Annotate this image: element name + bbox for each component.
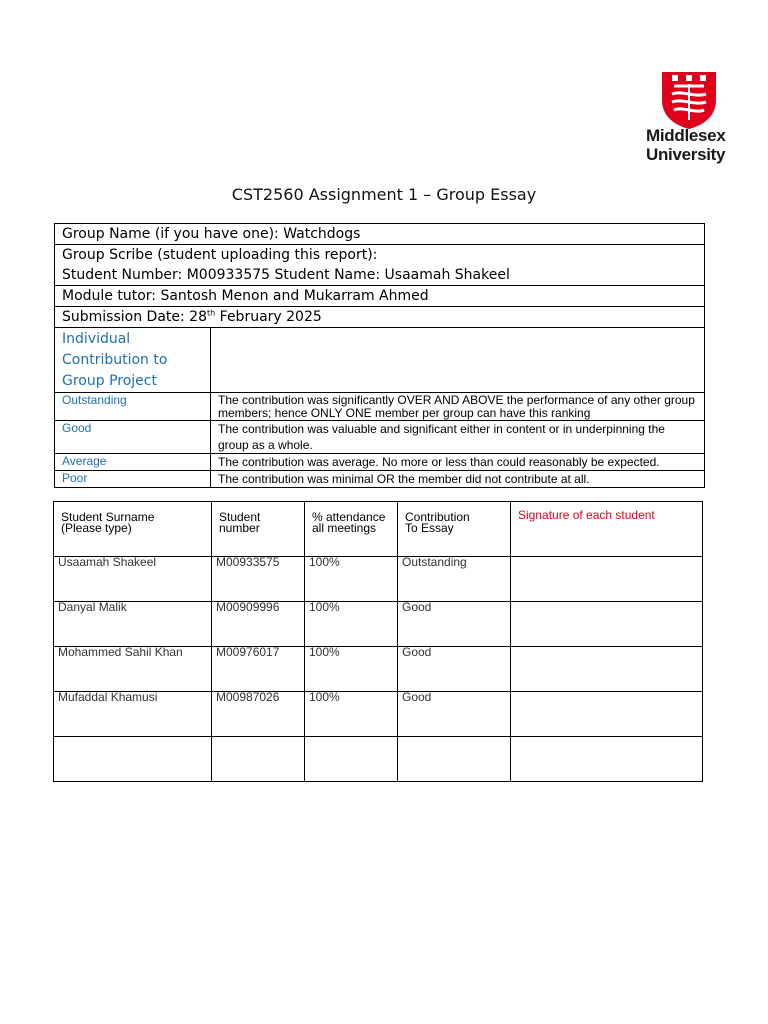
contribution-heading: Individual Contribution to Group Project <box>55 328 211 393</box>
scribe-student: Student Number: M00933575 Student Name: Usaamah Shakeel <box>62 267 510 283</box>
cell-number: M00987026 <box>212 692 305 737</box>
university-name <box>646 126 736 164</box>
cell-number[interactable] <box>212 737 305 782</box>
header-line: (Please type) <box>61 521 132 535</box>
cell-contribution: Good <box>398 692 511 737</box>
cell-contribution: Outstanding <box>398 557 511 602</box>
header-line: To Essay <box>405 521 454 535</box>
cell-number: M00909996 <box>212 602 305 647</box>
group-scribe-cell <box>55 245 705 286</box>
cell-attendance: 100% <box>305 647 398 692</box>
level-label: Poor <box>55 471 211 488</box>
cell-signature[interactable] <box>511 557 703 602</box>
contribution-heading-blank <box>211 328 705 393</box>
table-row <box>54 647 703 692</box>
cell-attendance: 100% <box>305 557 398 602</box>
cell-attendance: 100% <box>305 692 398 737</box>
level-description: The contribution was average. No more or less than could reasonably be expected. <box>211 454 705 471</box>
cell-signature[interactable] <box>511 692 703 737</box>
student-table <box>53 501 703 782</box>
column-header-surname <box>54 502 212 557</box>
level-label: Good <box>55 421 211 454</box>
cell-surname: Mufaddal Khamusi <box>54 692 212 737</box>
cell-contribution[interactable] <box>398 737 511 782</box>
level-label: Average <box>55 454 211 471</box>
level-description: The contribution was minimal OR the member did not contribute at all. <box>211 471 705 488</box>
cell-surname: Danyal Malik <box>54 602 212 647</box>
cell-surname: Mohammed Sahil Khan <box>54 647 212 692</box>
header-line: % attendance <box>312 510 386 524</box>
cell-number: M00976017 <box>212 647 305 692</box>
page-title: CST2560 Assignment 1 – Group Essay <box>231 185 537 204</box>
header-line: Contribution <box>405 510 470 524</box>
column-header-attendance <box>305 502 398 557</box>
cell-attendance[interactable] <box>305 737 398 782</box>
university-name-line2: University <box>646 145 726 164</box>
column-header-number <box>212 502 305 557</box>
cell-signature[interactable] <box>511 737 703 782</box>
cell-surname[interactable] <box>54 737 212 782</box>
module-tutor: Module tutor: Santosh Menon and Mukarram Ahmed <box>55 286 705 307</box>
university-name-line1: Middlesex <box>646 126 726 145</box>
cell-surname: Usaamah Shakeel <box>54 557 212 602</box>
header-line: all meetings <box>312 521 377 535</box>
header-line: number <box>219 521 260 535</box>
table-row <box>54 737 703 782</box>
submission-date-sup: th <box>206 308 216 318</box>
header-line: Student Surname <box>61 510 155 524</box>
table-row <box>54 602 703 647</box>
cell-signature[interactable] <box>511 602 703 647</box>
level-label: Outstanding <box>55 393 211 421</box>
cell-number: M00933575 <box>212 557 305 602</box>
table-header-row <box>54 502 703 557</box>
column-header-contribution <box>398 502 511 557</box>
group-scribe: Group Scribe (student uploading this report): <box>62 247 378 263</box>
header-line: Student <box>219 510 261 524</box>
table-row <box>54 692 703 737</box>
level-description: The contribution was significantly OVER AND ABOVE the performance of any other group members; hence ONLY ONE member per group can have this ranking <box>211 393 705 421</box>
shield-crest-icon <box>660 70 718 130</box>
group-info-table <box>54 223 705 488</box>
table-row <box>54 557 703 602</box>
column-header-signature: Signature of each student <box>511 502 703 557</box>
cell-contribution: Good <box>398 647 511 692</box>
submission-date-prefix: Submission Date: 28 <box>62 309 207 325</box>
submission-date-suffix: February 2025 <box>215 309 322 325</box>
submission-date <box>55 307 705 328</box>
group-name: Group Name (if you have one): Watchdogs <box>55 224 705 245</box>
cell-attendance: 100% <box>305 602 398 647</box>
cell-signature[interactable] <box>511 647 703 692</box>
cell-contribution: Good <box>398 602 511 647</box>
level-description: The contribution was valuable and significant either in content or in underpinning the group as a whole. <box>211 421 705 454</box>
